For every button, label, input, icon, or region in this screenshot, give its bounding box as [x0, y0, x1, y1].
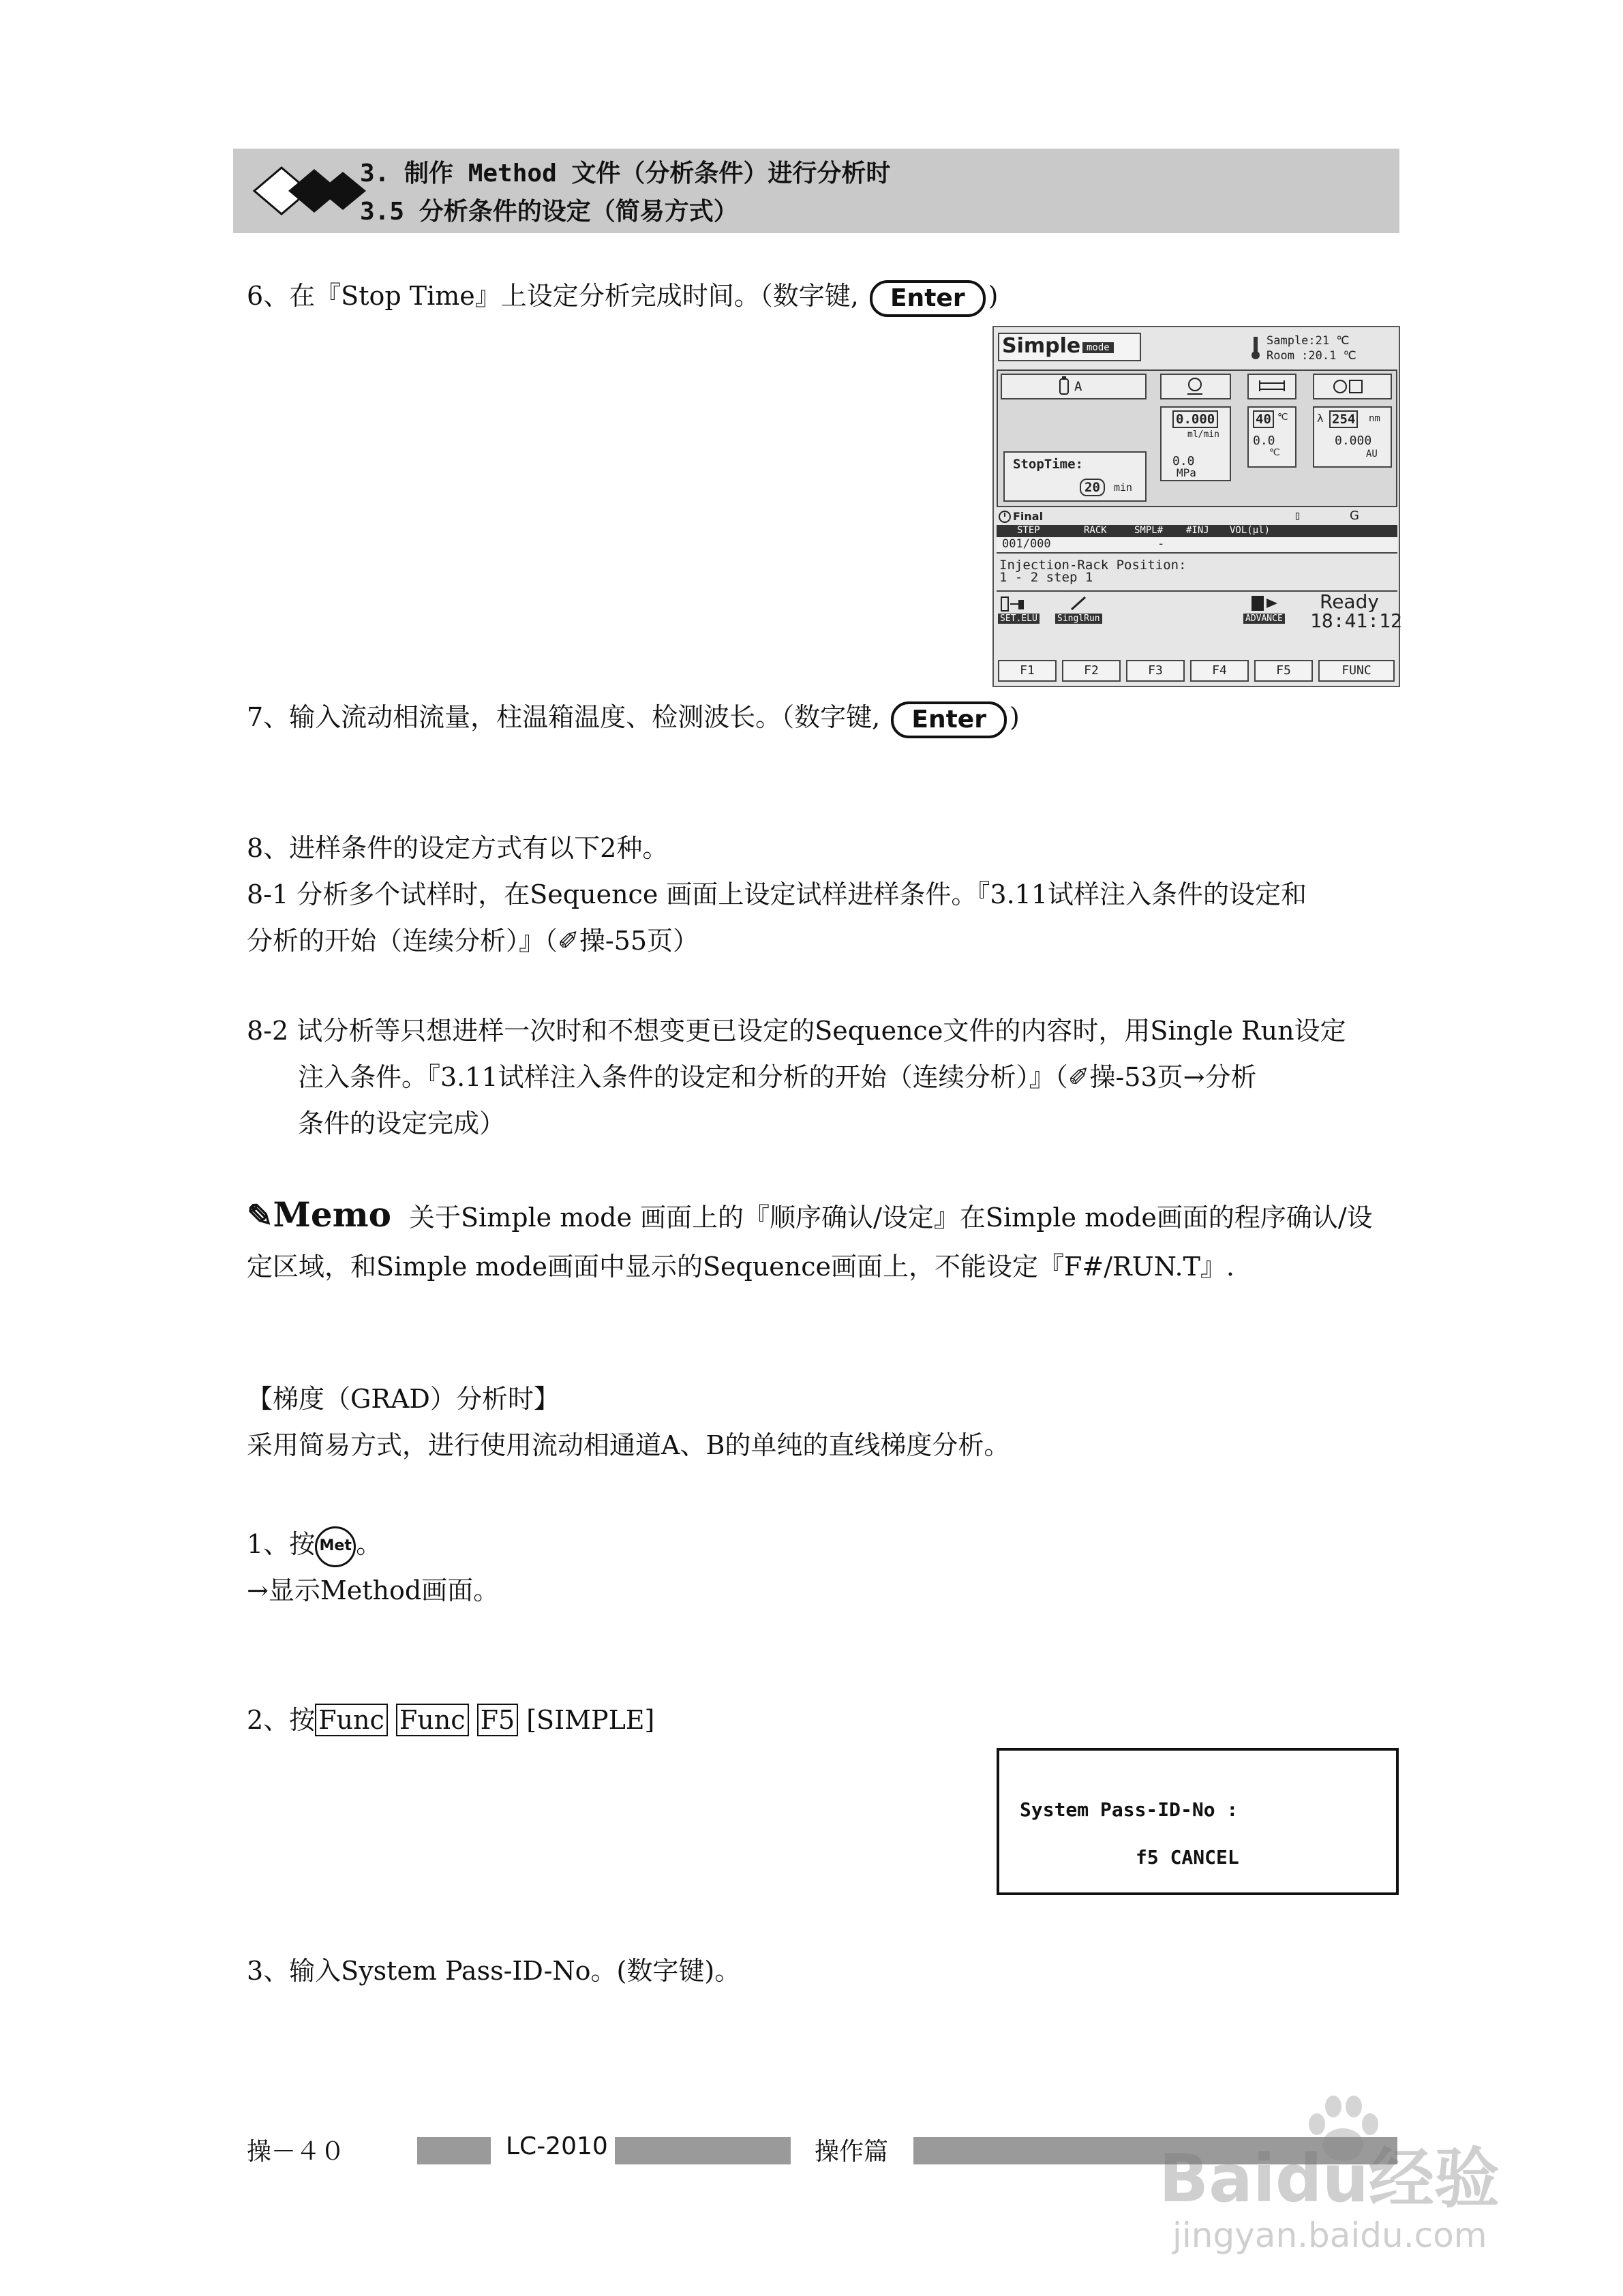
step-7	[247, 699, 1020, 738]
step-6	[247, 277, 998, 317]
step-8-2-line1: 8-2 试分析等只想进样一次时和不想变更已设定的Sequence文件的内容时，用Single Run设定	[247, 1016, 1346, 1046]
bottle-arrow-icon	[999, 594, 1027, 612]
grad-description: 采用简易方式，进行使用流动相通道A、B的单纯的直线梯度分析。	[247, 1430, 1010, 1460]
lcd-inj-position-value: 1 - 2 step 1	[999, 570, 1093, 585]
grad-step-3: 3、输入System Pass-ID-No。(数字键)。	[247, 1956, 741, 1986]
lcd-sample-temp: Sample:21 ℃	[1266, 334, 1350, 348]
grad-step-1-end: 。	[356, 1529, 382, 1559]
lcd-final-label: Final	[1013, 510, 1044, 523]
pass-id-prompt: System Pass-ID-No :	[1020, 1798, 1239, 1821]
lcd-oven-unit: ℃	[1277, 412, 1288, 423]
pump-icon	[1185, 376, 1205, 397]
enter-key: Enter	[870, 280, 986, 317]
lcd-abs-value: 0.000	[1335, 434, 1372, 448]
memo-label: Memo	[273, 1194, 391, 1235]
lcd-pressure-unit: MPa	[1177, 466, 1196, 479]
lcd-col-step: STEP	[1017, 525, 1040, 536]
pass-id-dialog	[997, 1748, 1399, 1895]
lcd-room-temp: Room :20.1 ℃	[1266, 349, 1356, 363]
grad-title: 【梯度（GRAD）分析时】	[247, 1384, 560, 1414]
step-6-text: 6、在『Stop Time』上设定分析完成时间。（数字键,	[247, 281, 859, 311]
footer-bar-1	[417, 2137, 491, 2164]
func-key[interactable]: FUNC	[1318, 660, 1395, 682]
func-key-1: Func	[315, 1704, 388, 1736]
step-8-2-line2: 注入条件。『3.11试样注入条件的设定和分析的开始（连续分析）』（✐操-53页→分析	[298, 1062, 1257, 1092]
memo-line1	[247, 1196, 1373, 1236]
lcd-oven-actual: 0.0	[1253, 434, 1275, 448]
grad-step-2	[247, 1702, 654, 1738]
lcd-abs-unit: AU	[1366, 449, 1378, 459]
lcd-singlrun-button[interactable]: SinglRun	[1055, 614, 1102, 624]
step-7-text: 7、输入流动相流量，柱温箱温度、检测波长。（数字键,	[247, 702, 881, 732]
f2-key[interactable]: F2	[1062, 660, 1121, 682]
step-8-1-line2: 分析的开始（连续分析）』（✐操-55页）	[247, 926, 699, 956]
lcd-col-rack: RACK	[1084, 525, 1107, 536]
lcd-table-row	[997, 537, 1397, 554]
pen-icon	[1069, 594, 1089, 612]
lcd-step-value: 001/000	[1002, 537, 1051, 551]
section-title: 3.5 分析条件的设定（简易方式）	[360, 198, 738, 226]
lcd-stoptime-value: 20	[1080, 479, 1105, 496]
baidu-watermark	[1152, 2086, 1595, 2270]
advance-arrow-icon	[1250, 594, 1288, 612]
footer-bar-2	[615, 2137, 791, 2164]
gradient-icon: G	[1350, 509, 1359, 523]
step-8-1-line1: 8-1 分析多个试样时，在Sequence 画面上设定试样进样条件。『3.11试样注入条件的设定和	[247, 879, 1307, 909]
lcd-lambda-unit: nm	[1369, 413, 1380, 424]
enter-key: Enter	[891, 701, 1007, 738]
lcd-pump-label: A	[1074, 379, 1082, 394]
lcd-smpl-value: -	[1157, 537, 1165, 551]
lcd-pump-header	[1001, 374, 1147, 399]
f1-key[interactable]: F1	[998, 660, 1057, 682]
lcd-status-ready: Ready	[1320, 590, 1379, 613]
f3-key[interactable]: F3	[1126, 660, 1185, 682]
lcd-title: Simple	[1002, 334, 1081, 358]
column-oven-icon	[1258, 379, 1286, 393]
detector-icon	[1332, 378, 1366, 395]
grad-step-2-text: 2、按	[247, 1705, 316, 1735]
lcd-stoptime-unit: min	[1114, 481, 1133, 494]
grad-step-1-result: →显示Method画面。	[247, 1575, 500, 1605]
grad-step-1-text: 1、按	[247, 1529, 316, 1559]
cancel-option[interactable]: f5 CANCEL	[1136, 1846, 1239, 1869]
watermark-url: jingyan.baidu.com	[1172, 2216, 1487, 2255]
footer-model: LC-2010	[506, 2132, 608, 2160]
lcd-advance-button[interactable]: ADVANCE	[1243, 614, 1285, 624]
footer-section: 操作篇	[815, 2138, 889, 2166]
lcd-mode-tag: mode	[1082, 342, 1114, 353]
met-key-icon: Met	[315, 1526, 356, 1567]
bottle-icon	[1055, 376, 1073, 395]
lcd-col-inj: #INJ	[1186, 525, 1209, 536]
f4-key[interactable]: F4	[1190, 660, 1249, 682]
step-8-2-line3: 条件的设定完成）	[298, 1108, 506, 1138]
step-6-close: )	[988, 281, 999, 311]
lcd-setelu-button[interactable]: SET.ELU	[998, 614, 1040, 624]
thermometer-icon	[1247, 335, 1264, 360]
watermark-brand: Baidu经验	[1159, 2141, 1500, 2217]
grad-step-1	[247, 1526, 382, 1567]
memo-pencil-icon: ✎	[247, 1197, 273, 1234]
func-key-2: Func	[396, 1704, 469, 1736]
simple-label: [SIMPLE]	[518, 1705, 655, 1735]
lambda-icon: λ	[1317, 412, 1324, 425]
lcd-inj-position-label: Injection-Rack Position:	[999, 558, 1187, 573]
header-diamond-icon	[249, 158, 368, 224]
lcd-stoptime-label: StopTime:	[1013, 457, 1083, 472]
lcd-clock: 18:41:12	[1310, 609, 1402, 632]
chapter-title: 3. 制作 Method 文件（分析条件）进行分析时	[360, 160, 891, 187]
clock-icon	[998, 510, 1012, 524]
footer-page-number: 操－４０	[247, 2138, 346, 2166]
f5-key-box: F5	[477, 1704, 519, 1736]
f5-key[interactable]: F5	[1254, 660, 1313, 682]
step-8: 8、进样条件的设定方式有以下2种。	[247, 833, 669, 863]
lcd-flow-unit: ml/min	[1187, 429, 1219, 440]
lcd-pressure-value: 0.0	[1172, 454, 1195, 468]
lcd-oven-set: 40	[1253, 410, 1274, 428]
step-7-close: )	[1009, 702, 1020, 732]
lcd-col-smpl: SMPL#	[1134, 525, 1164, 536]
lcd-oven-actual-unit: ℃	[1269, 447, 1280, 458]
lcd-simple-mode-screen	[992, 326, 1400, 687]
vial-icon: ▯	[1294, 509, 1301, 523]
memo-text-1: 关于Simple mode 画面上的『顺序确认/设定』在Simple mode画面的程序确认/设	[408, 1203, 1373, 1233]
lcd-col-vol: VOL(µl)	[1230, 525, 1271, 536]
lcd-lambda-value: 254	[1329, 410, 1358, 428]
lcd-flow-value: 0.000	[1172, 410, 1218, 428]
memo-line2: 定区域，和Simple mode画面中显示的Sequence画面上，不能设定『F#/RUN.T』.	[247, 1252, 1235, 1282]
